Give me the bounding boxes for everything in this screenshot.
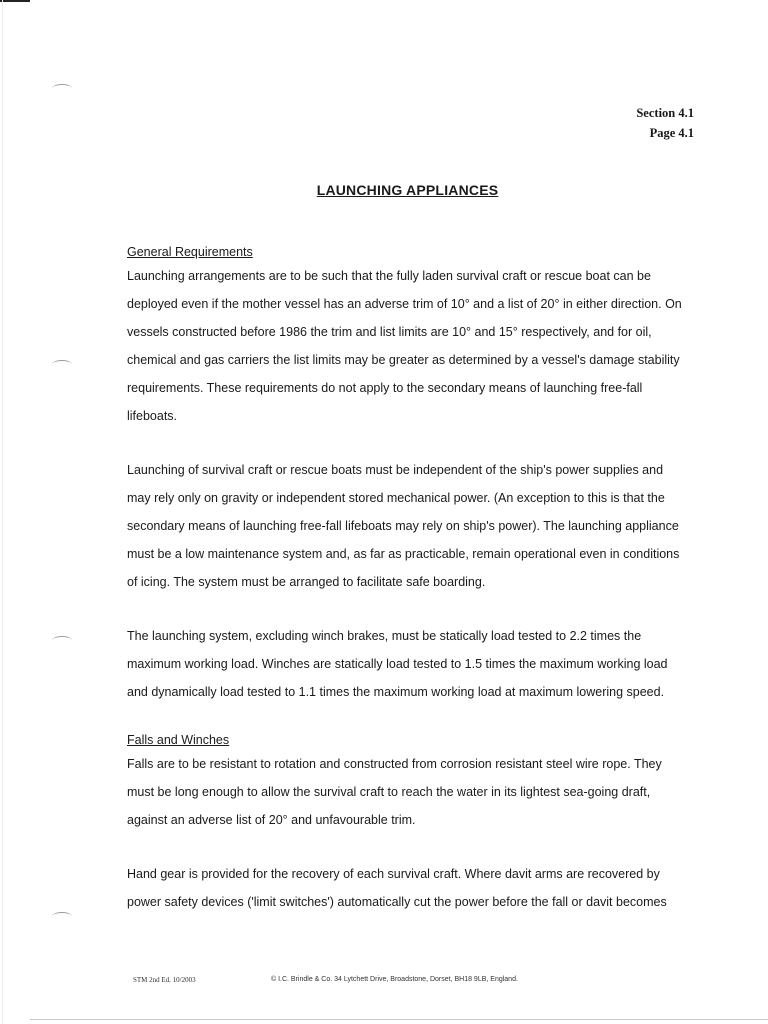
paragraph bbox=[127, 456, 687, 596]
text-line: Launching of survival craft or rescue boats must be independent of the ship's power supplies and bbox=[127, 463, 664, 477]
paragraph bbox=[127, 750, 687, 834]
section-number: Section 4.1 bbox=[636, 106, 694, 120]
text-line: requirements. These requirements do not apply to the secondary means of launching free-fall bbox=[127, 381, 643, 395]
document-body bbox=[127, 242, 687, 916]
text-line: may rely only on gravity or independent stored mechanical power. (An exception to this is that the bbox=[127, 491, 665, 505]
footer-edition: STM 2nd Ed. 10/2003 bbox=[133, 976, 196, 984]
section-heading: Falls and Winches bbox=[127, 733, 230, 747]
scan-corner-mark bbox=[0, 0, 30, 2]
text-line: secondary means of launching free-fall lifeboats may rely on ship's power). The launching appliance bbox=[127, 519, 679, 533]
paragraph bbox=[127, 860, 687, 916]
text-line: against an adverse list of 20° and unfavourable trim. bbox=[127, 813, 416, 827]
text-line: power safety devices ('limit switches') automatically cut the power before the fall or davit becomes bbox=[127, 895, 667, 909]
text-line: deployed even if the mother vessel has an adverse trim of 10° and a list of 20° in either direction. On bbox=[127, 297, 682, 311]
text-line: chemical and gas carriers the list limits may be greater as determined by a vessel's damage stability bbox=[127, 353, 680, 367]
scan-left-edge bbox=[2, 0, 3, 1024]
text-line: Launching arrangements are to be such that the fully laden survival craft or rescue boat can be bbox=[127, 269, 651, 283]
page-title: LAUNCHING APPLIANCES bbox=[316, 182, 499, 198]
text-line: lifeboats. bbox=[127, 409, 178, 423]
section-heading: General Requirements bbox=[127, 245, 253, 259]
punch-hole-mark bbox=[52, 636, 72, 645]
punch-hole-mark bbox=[52, 912, 72, 921]
text-line: The launching system, excluding winch brakes, must be statically load tested to 2.2 times the bbox=[127, 629, 642, 643]
text-line: must be long enough to allow the survival craft to reach the water in its lightest sea-going draft, bbox=[127, 785, 651, 799]
text-line: maximum working load. Winches are statically load tested to 1.5 times the maximum working load bbox=[127, 657, 668, 671]
footer-copyright: © I.C. Brindle & Co. 34 Lytchett Drive, Broadstone, Dorset, BH18 9LB, England. bbox=[271, 976, 518, 983]
page-header bbox=[636, 103, 694, 143]
text-line: must be a low maintenance system and, as far as practicable, remain operational even in conditions bbox=[127, 547, 680, 561]
punch-hole-mark bbox=[52, 360, 72, 369]
text-line: Hand gear is provided for the recovery of each survival craft. Where davit arms are recovered by bbox=[127, 867, 660, 881]
text-line: and dynamically load tested to 1.1 times the maximum working load at maximum lowering speed. bbox=[127, 685, 665, 699]
page-number: Page 4.1 bbox=[649, 126, 694, 140]
text-line: Falls are to be resistant to rotation and constructed from corrosion resistant steel wire rope. They bbox=[127, 757, 662, 771]
page-bottom-edge bbox=[30, 1019, 768, 1020]
paragraph bbox=[127, 262, 687, 430]
text-line: of icing. The system must be arranged to facilitate safe boarding. bbox=[127, 575, 486, 589]
punch-hole-mark bbox=[52, 84, 72, 93]
paragraph bbox=[127, 622, 687, 706]
text-line: vessels constructed before 1986 the trim and list limits are 10° and 15° respectively, and for oil, bbox=[127, 325, 652, 339]
